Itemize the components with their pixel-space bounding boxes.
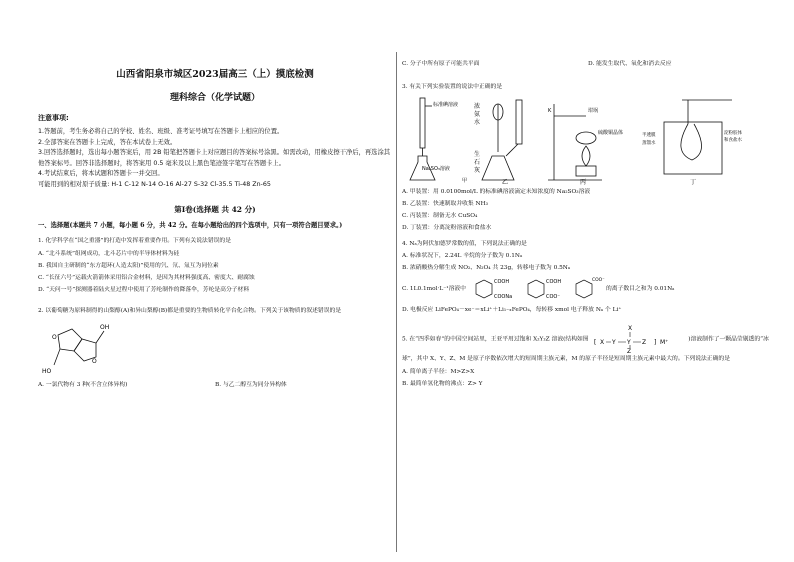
question-5-option-b: B. 最简单氢化物的沸点：Z> Y (402, 380, 483, 387)
question-3-option-c: C. 丙装置：制备无水 CuSO₄ (402, 212, 478, 219)
column-divider (396, 52, 397, 552)
question-4-option-c-post: 的离子数目之和为 0.01Nₐ (605, 286, 675, 292)
flame (582, 146, 590, 166)
label-cooh-2: COOH (545, 279, 562, 285)
apparatus-yi (482, 100, 522, 180)
beaker (664, 122, 722, 174)
bond-oh-top (96, 331, 104, 343)
formula-y-2: Y (627, 339, 632, 346)
isosorbide-structure-svg (38, 317, 158, 379)
question-1-option-d: D. “天问一号”探测器着陆火星过程中使用了芳纶制作的降落伞，芳纶是高分子材料 (38, 286, 250, 293)
apparatus-bing (548, 104, 602, 180)
notice-item-2: 2.全部答案在答题卡上完成，答在本试卷上无效。 (38, 138, 177, 146)
atomic-mass-line: 可能用到的相对原子质量: H-1 C-12 N-14 O-16 Al-27 S-32 Cl-35.5 Ti-48 Zn-65 (38, 180, 271, 188)
phthalate-structures-svg (466, 274, 606, 304)
question-1-option-c: C. “长征六号”运载火箭箭体采用铝合金材料，是因为其材料强度高、密度大、耐腐蚀 (38, 274, 255, 281)
section-intro: 一、选择题(本题共 7 小题，每小题 6 分，共 42 分。在每小题给出的四个选项中，只有一项符合题目要求。) (38, 222, 343, 229)
question-4-stem: 4. Nₐ为阿伏加德罗常数的值，下列说法正确的是 (402, 240, 527, 247)
label-lime-1: 生 (474, 150, 481, 158)
label-cuso4: 硫酸铜晶体 (598, 129, 624, 136)
question-1-stem: 1. 化学科学在“国之重器”的打造中发挥着重要作用。下列有关说法错误的是 (38, 238, 232, 244)
label-jia: 甲 (462, 177, 468, 184)
burette (420, 98, 425, 148)
right-column (402, 58, 774, 390)
question-3-option-b: B. 乙装置：快速制取并收集 NH₃ (402, 200, 489, 207)
question-2-option-c: C. 分子中所有原子可能共平面 (402, 61, 480, 67)
formula-z-bottom: Z (627, 348, 632, 354)
formula-z-1: Z (642, 339, 647, 346)
label-coom-1: COO⁻ (545, 294, 560, 300)
dialysis-bag (681, 124, 702, 160)
formula-bracket-left: [ (594, 339, 597, 346)
notice-item-1: 1.答题前，考生务必将自己的学校、姓名、班级、准考证号填写在答题卡上相应的位置。 (38, 128, 284, 135)
question-2-options-ab (38, 379, 392, 391)
label-water: 蒸馏水 (642, 140, 656, 146)
left-column (38, 58, 392, 391)
question-3-stem: 3. 有关下列实验装置的说法中正确的是 (402, 84, 503, 90)
ring-left (58, 329, 82, 351)
bond-ho-bottom (54, 349, 60, 365)
question-2-option-a: A. 一氯代物有 3 种(不含立体异构) (38, 382, 128, 388)
isosorbide-structure-figure (38, 317, 392, 379)
label-lime-2: 石 (474, 158, 481, 166)
exam-title: 山西省阳泉市城区2023届高三（上）摸底检测 (116, 69, 314, 80)
formula-y-1: Y (612, 339, 617, 346)
question-2-option-b: B. 与乙二醇互为同分异构体 (215, 382, 287, 388)
label-colloid-1: 淀粉胶体 (724, 130, 742, 136)
question-1-option-b: B. 我国自主研制的“东方超环(人造太阳)”使用的氕、氘、氚互为同位素 (38, 262, 219, 269)
label-o2: O (92, 358, 97, 365)
question-4-option-d: D. 电极反应 LiFePO₄－xe⁻＝xLi⁺＋Li₁₋ₓFePO₄，每转移 xmol 电子释放 Nₐ 个 Li⁺ (402, 307, 622, 313)
question-5-stem-pre: 5. 在“四季如春”的中国空间站里，王亚平用过饱和 X₂Y₂Z 溶液(结构如图 (402, 336, 589, 343)
label-yi: 乙 (502, 178, 509, 186)
formula-m: M⁺ (660, 339, 669, 346)
notice-item-3: 3.回答选择题时，选出每小题答案后，用 2B 铅笔把答题卡上对应题目的答案标号涂黑。如需改动，用橡皮擦干净后，再选涂其他答案标号。回答非选择题时，将答案用 0.5 毫米及以上黑色笔迹签字笔写在答题卡上。 (38, 149, 391, 167)
benzene-3 (576, 280, 592, 298)
label-ammonia-2: 氨 (474, 110, 481, 118)
notice-item-4: 4.考试结束后，将本试题和答题卡一并交回。 (38, 170, 164, 177)
label-ding: 丁 (690, 178, 697, 186)
exam-subtitle: 理科综合（化学试题） (169, 93, 260, 103)
question-4-option-c (402, 274, 774, 304)
formula-bracket-right: ] (654, 339, 657, 346)
benzene-1 (476, 280, 492, 298)
apparatus-ding (664, 100, 732, 174)
notice-heading: 注意事项: (38, 114, 69, 122)
section-title: 第Ⅰ卷(选择题 共 42 分) (174, 205, 256, 214)
question-4-option-b: B. 浓硝酸热分解生成 NO₂、N₂O₄ 共 23g，转移电子数为 0.5Nₐ (402, 265, 571, 271)
question-4-option-a: A. 标准状况下，2.24L 辛烷的分子数为 0.1Nₐ (402, 253, 523, 259)
question-2-options-cd (402, 58, 774, 70)
label-o1: O (52, 334, 57, 341)
formula-x-top: X (628, 325, 633, 332)
label-ammonia-1: 浓 (474, 102, 481, 110)
crucible (576, 132, 596, 144)
label-k: K (548, 107, 552, 114)
label-oh-top: OH (100, 324, 110, 331)
question-4-option-c-pre: C. 1L0.1mol·L⁻¹溶液中 (402, 286, 466, 292)
label-ho-bottom: HO (42, 368, 52, 375)
question-3-option-d: D. 丁装置：分离淀粉溶液和食盐水 (402, 224, 492, 231)
label-coona: COONa (493, 294, 513, 300)
apparatus-figure (402, 94, 774, 186)
benzene-2 (528, 280, 544, 298)
label-ammonia-3: 水 (474, 118, 481, 126)
label-coom-2: COO⁻ (591, 278, 605, 283)
conical-flask-yi (482, 156, 514, 180)
question-5-stem-mid: )溶液制作了一颗晶莹剔透的“冰球”，其中 X、Y、Z、M 是原子序数依次增大的短周期主族元素，M 的原子半径是短周期主族元素中最大的。下列说法正确的是 (402, 336, 769, 362)
label-colloid-2: 和食盐水 (724, 137, 742, 143)
question-2-option-d: D. 能发生取代、氧化和消去反应 (588, 61, 672, 67)
question-3-option-a: A. 甲装置：用 0.0100mol/L 的标准碘溶液滴定未知浓度的 Na₂SO₃溶液 (402, 188, 591, 195)
label-lime-3: 灰 (474, 166, 481, 174)
label-clamp: 坩埚 (588, 107, 599, 114)
label-std-solution: 标准碘溶液 (433, 101, 459, 108)
formula-x-left: X (600, 339, 605, 346)
question-2-stem: 2. 以葡萄糖为原料制得的山梨醇(A)和异山梨醇(B)都是重要的生物质转化平台化合物。下列关于该物质的叙述错误的是 (38, 307, 342, 314)
question-5-stem (402, 324, 774, 366)
label-na2so3: Na₂SO₃溶液 (422, 165, 450, 172)
label-film: 半透膜 (642, 132, 656, 138)
apparatus-svg (402, 94, 774, 186)
label-cooh-1: COOH (493, 279, 510, 285)
question-5-option-a: A. 简单离子半径：M>Z>X (402, 368, 475, 375)
label-bing: 丙 (580, 178, 587, 186)
x2y2z-formula-svg (590, 324, 686, 354)
question-1-option-a: A. “北斗系统”组网成功，北斗芯片中的半导体材料为硅 (38, 250, 180, 257)
